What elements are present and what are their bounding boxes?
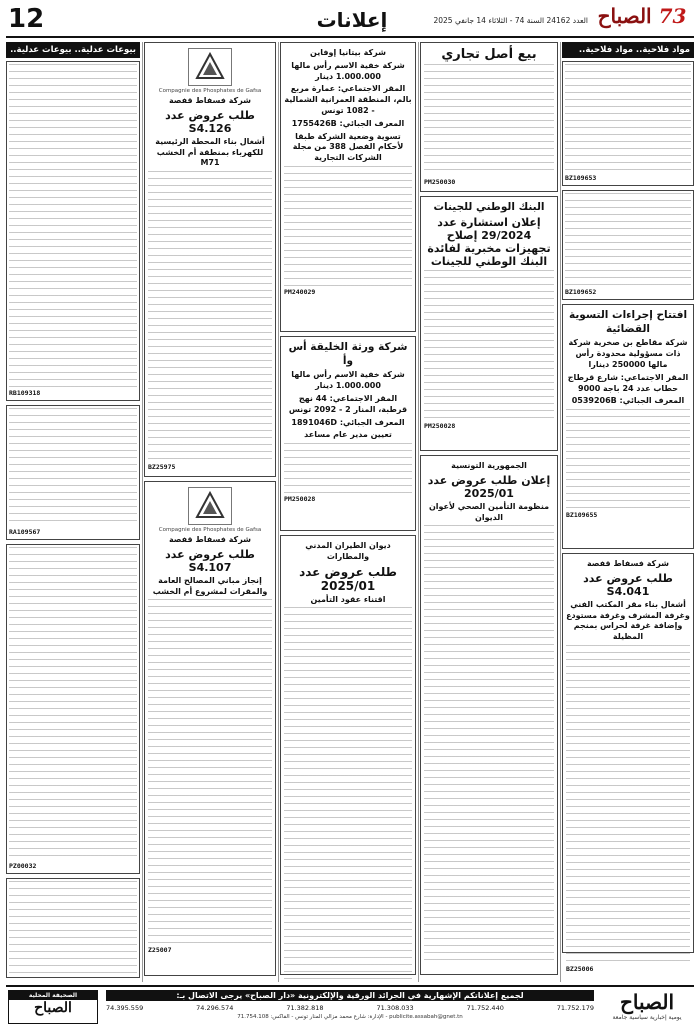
phone-number: 71.382.818 [286,1004,324,1012]
column-1 [562,42,694,982]
judicial-sale-3-ref: PZ00032 [9,862,37,870]
business-sale-notice [420,42,558,192]
tender-s4041 [562,553,694,973]
judicial-sales-banner-text: بيوعات عدلية.. بيوعات عدلية.. [10,45,136,55]
cpg-logo [188,487,232,525]
judicial-sale-2 [6,405,140,540]
tender-s4107 [144,481,276,976]
regularisation-body [284,166,412,286]
footer-banner: لجميع إعلاناتكم الإشهارية في الجرائد الورقية والإلكترونية «دار الصباح» يرجى الاتصال بـ: [106,990,594,1001]
receivership-body [566,409,690,509]
issue-info: العدد 24162 السنة 74 - الثلاثاء 14 جانفي 2025 [433,16,588,25]
tender-2025-01-health [420,455,558,975]
agri-banner-text: مواد فلاحية.. مواد فلاحية.. [578,45,690,55]
tender-health-body [424,525,554,965]
column-3 [280,42,416,982]
assistant-body [284,443,412,493]
receivership-head: افتتاح إجراءات التسوية القضائية [568,309,688,336]
tender-s4041-subject: أشغال بناء مقر المكتب الفني وغرفة المشرف وغرفة مستودع وإضافة غرفة لحراس بمنجم المظيلة [566,599,690,642]
column-divider [142,42,143,982]
column-2 [420,42,558,982]
regularisation-ref: PM240029 [284,287,316,296]
judicial-sale-4 [6,878,140,978]
tender-s4126-ref: BZ25975 [148,463,176,472]
tender-s4107-subject: إنجاز مباني المصالح العامة والمقرات لمشروع أم الخشب [152,575,268,596]
tender-s4126-body [148,171,272,461]
tender-insurance [280,535,416,975]
phone-number: 71.752.179 [556,1004,594,1012]
assistant-capital: شركة خفية الاسم رأس مالها 1.000.000 دينار [291,370,405,391]
insurance-org: ديوان الطيران المدني والمطارات [305,541,391,561]
column-divider [278,42,279,982]
company-regularisation-notice [280,42,416,332]
column-5 [6,42,140,982]
header-rule [6,36,694,38]
footer-contact-block [106,990,594,1020]
judicial-sale-2-body [9,408,137,526]
phone-number: 74.395.559 [106,1004,144,1012]
assistant-company: شركة ورثة الخليقة أس وأ [288,341,408,368]
judicial-sale-1-body [9,64,137,387]
footer-secondary-tag: الصحيفة المحلية [9,991,97,1000]
judicial-sale-4-body [9,881,137,973]
judicial-sale-1 [6,61,140,401]
tender-s4126-company: شركة فسفاط قفصة [168,96,252,105]
tender-s4041-company: شركة فسفاط قفصة [586,559,670,568]
agri-ad-2-ref: BZ109652 [565,288,597,296]
footer-logo-name: الصباح [619,990,675,1014]
footer-address: الإدارة: شارع محمد مزالي المنار تونس - الفاكس: 71.754.108 - publicite.assabah@gnet.tn [237,1014,463,1020]
agri-ad-1-ref: BZ109653 [565,174,597,182]
gene-bank-consultation [420,196,558,451]
judicial-sales-banner [6,42,140,58]
cpg-logo [188,48,232,86]
tender-health-title: إعلان طلب عروض عدد 2025/01 [427,473,551,500]
receivership-ref: BZ109655 [566,511,598,520]
page-header [0,0,700,38]
tender-s4041-title: طلب عروض عدد S4.041 [583,571,673,598]
agri-ad-1-body [565,64,691,172]
gene-bank-head: البنك الوطني للجينات [433,201,545,213]
tender-s4107-title: طلب عروض عدد S4.107 [165,547,255,574]
business-sale-body [424,64,554,176]
tender-s4126-subject: أشغال بناء المحطة الرئيسية للكهرباء بمنطقة أم الخشب M71 [155,136,265,168]
masthead-logo [592,4,692,32]
cpg-logo-caption: Compagnie des Phosphates de Gafsa [158,88,262,94]
masthead-name: الصباح [597,4,652,28]
assistant-director-notice [280,336,416,531]
column-divider [418,42,419,982]
tender-s4107-company: شركة فسفاط قفصة [168,535,252,544]
agri-ad-2 [562,190,694,300]
receivership-tax-id: المعرف الجبائي: 0539206B [571,396,685,406]
judicial-sale-1-ref: RB109318 [9,389,41,397]
receivership-address: المقر الاجتماعي: شارع قرطاج حطاب عدد 24 باجة 9000 [567,372,689,393]
tender-s4041-body [566,645,690,963]
phone-number: 71.752.440 [466,1004,504,1012]
regularisation-address: المقر الاجتماعي: عمارة مربع بالم، المنطقة العمرانية الشمالية - 1082 تونس [284,84,412,115]
agri-ad-2-body [565,193,691,286]
tender-s4107-ref: Z25007 [148,946,172,955]
regularisation-subject: تسوية وضعية الشركة طبقا لأحكام الفصل 388 من مجلة الشركات التجارية [292,131,404,163]
receivership-company: شركة مقاطع بن صخرية شركة ذات مسؤولية محدودة رأس مالها 250000 دينارا [568,338,688,369]
judicial-sale-3 [6,544,140,874]
insurance-body [284,607,412,979]
judicial-sale-2-ref: RA109567 [9,528,41,536]
tender-s4126-title: طلب عروض عدد S4.126 [165,108,255,135]
footer-secondary-name: الصباح [34,1000,72,1016]
column-divider [560,42,561,982]
page-number: 12 [8,4,45,34]
phone-number: 74.296.574 [196,1004,234,1012]
tender-s4041-ref: BZ25006 [566,964,594,973]
gene-bank-body [424,270,554,420]
footer-phone-list [106,1004,594,1012]
business-sale-head: بيع أصل تجاري [441,47,537,62]
page-footer [6,985,694,1025]
agri-banner [562,42,694,58]
phone-number: 71.308.033 [376,1004,414,1012]
column-4 [144,42,276,982]
regularisation-company: شركة بيتانيا إوفاين [310,48,386,57]
insurance-subject: اقتناء عقود التأمين [310,594,386,604]
gene-bank-title: إعلان استشارة عدد 29/2024 إصلاح تجهيزات مخبرية لفائدة البنك الوطني للجينات [427,216,551,269]
business-sale-ref: PM250030 [424,177,456,186]
assistant-address: المقر الاجتماعي: 44 نهج قرطبة، المنار 2 - 2092 تونس [288,393,408,414]
gene-bank-ref: PM250028 [424,422,456,431]
regularisation-capital: شركة خفية الاسم رأس مالها 1.000.000 دينار [291,60,405,81]
insurance-title: طلب عروض عدد 2025/01 [299,564,397,593]
tender-health-org: الجمهورية التونسية [451,461,527,470]
footer-secondary-logo [8,990,98,1024]
cpg-logo-icon [193,491,227,521]
cpg-logo-caption: Compagnie des Phosphates de Gafsa [158,527,262,533]
footer-logo [602,990,692,1024]
assistant-ref: PM250028 [284,495,316,504]
masthead-number: 73 [658,4,687,28]
cpg-logo-icon [193,52,227,82]
receivership-notice [562,304,694,549]
tender-s4107-body [148,599,272,944]
judicial-sale-3-body [9,547,137,860]
tender-s4126 [144,42,276,477]
assistant-subject: تعيين مدير عام مساعد [304,430,392,440]
section-title: إعلانات [316,8,388,32]
footer-logo-tagline: يومية إخبارية سياسية جامعة [612,1014,682,1021]
assistant-tax-id: المعرف الجبائي: 1891046D [291,417,405,427]
tender-health-subject: منظومة التأمين الصحي لأعوان الديوان [428,501,550,522]
agri-ad-1 [562,61,694,186]
regularisation-tax-id: المعرف الجبائي: 1755426B [291,118,405,128]
